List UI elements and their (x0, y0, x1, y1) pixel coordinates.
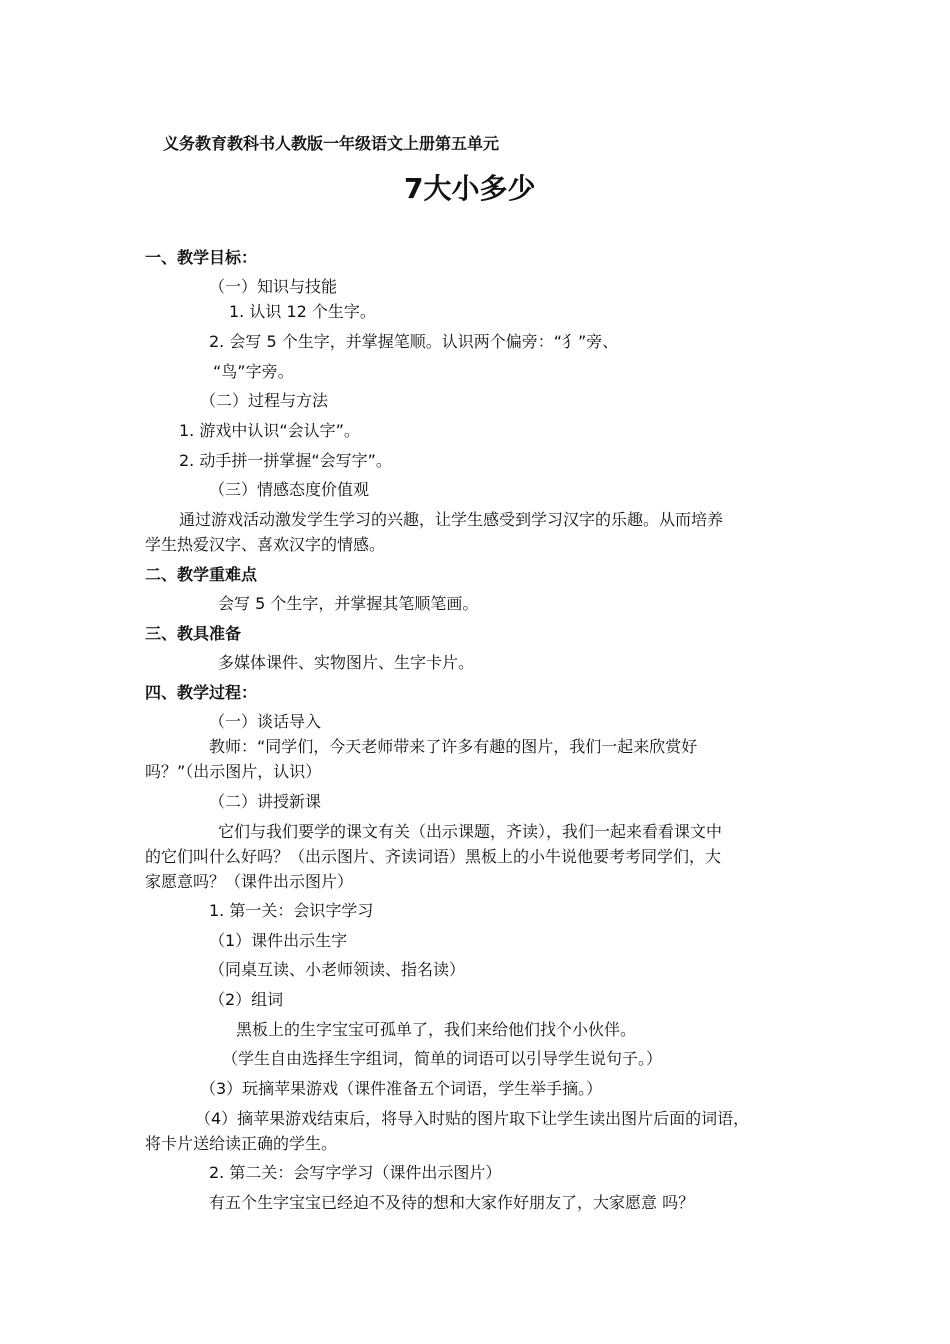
section-heading: 三、教具准备 (145, 624, 242, 643)
text-line: 家愿意吗？（课件出示图片） (145, 872, 354, 891)
text-line: 学生热爱汉字、喜欢汉字的情感。 (145, 535, 386, 554)
text-line: 的它们叫什么好吗？（出示图片、齐读词语）黑板上的小牛说他要考考同学们，大 (145, 847, 722, 866)
text-line: 1. 第一关：会识字学习 (209, 901, 374, 920)
section-heading: 二、教学重难点 (145, 565, 258, 584)
text-line: 通过游戏活动激发学生学习的兴趣，让学生感受到学习汉字的乐趣。从而培养 (179, 510, 724, 529)
text-line: 2. 动手拼一拼掌握“会写字”。 (179, 451, 392, 470)
text-line: 2. 第二关：会写字学习（课件出示图片） (209, 1163, 502, 1182)
text-line: 它们与我们要学的课文有关（出示课题，齐读），我们一起来看看课文中 (218, 822, 723, 841)
subsection-heading: （二）过程与方法 (200, 391, 329, 410)
text-line: 将卡片送给读正确的学生。 (145, 1134, 338, 1153)
text-line: （2）组词 (209, 990, 284, 1009)
section-heading: 四、教学过程： (145, 683, 258, 702)
text-line: （3）玩摘苹果游戏（课件准备五个词语，学生举手摘。） (200, 1079, 603, 1098)
text-line: 有五个生字宝宝已经迫不及待的想和大家作好朋友了，大家愿意 吗？ (209, 1193, 695, 1212)
text-line: （4）摘苹果游戏结束后，将导入时贴的图片取下让学生读出图片后面的词语， (195, 1109, 750, 1128)
subsection-heading: （二）讲授新课 (209, 792, 322, 811)
text-line: 2. 会写 5 个生字，并掌握笔顺。认识两个偏旁：“犭”旁、 (209, 332, 619, 351)
subsection-heading: （一）知识与技能 (209, 277, 338, 296)
text-line: 黑板上的生字宝宝可孤单了，我们来给他们找个小伙伴。 (236, 1020, 637, 1039)
text-line: 多媒体课件、实物图片、生字卡片。 (218, 653, 475, 672)
subsection-heading: （一）谈话导入 (209, 712, 322, 731)
text-line: （学生自由选择生字组词，简单的词语可以引导学生说句子。） (222, 1049, 663, 1068)
text-line: 吗？”（出示图片，认识） (145, 762, 322, 781)
unit-header: 义务教育教科书人教版一年级语文上册第五单元 (163, 134, 500, 153)
text-line: “鸟”字旁。 (213, 362, 294, 381)
section-heading: 一、教学目标： (145, 248, 258, 267)
text-line: 1. 认识 12 个生字。 (229, 302, 376, 321)
subsection-heading: （三）情感态度价值观 (209, 480, 370, 499)
text-line: （同桌互读、小老师领读、指名读） (209, 960, 466, 979)
text-line: 教师：“同学们，今天老师带来了许多有趣的图片，我们一起来欣赏好 (209, 737, 698, 756)
text-line: 1. 游戏中认识“会认字”。 (179, 421, 360, 440)
lesson-title: 7大小多少 (404, 172, 536, 205)
text-line: （1）课件出示生字 (209, 931, 348, 950)
text-line: 会写 5 个生字，并掌握其笔顺笔画。 (218, 594, 479, 613)
